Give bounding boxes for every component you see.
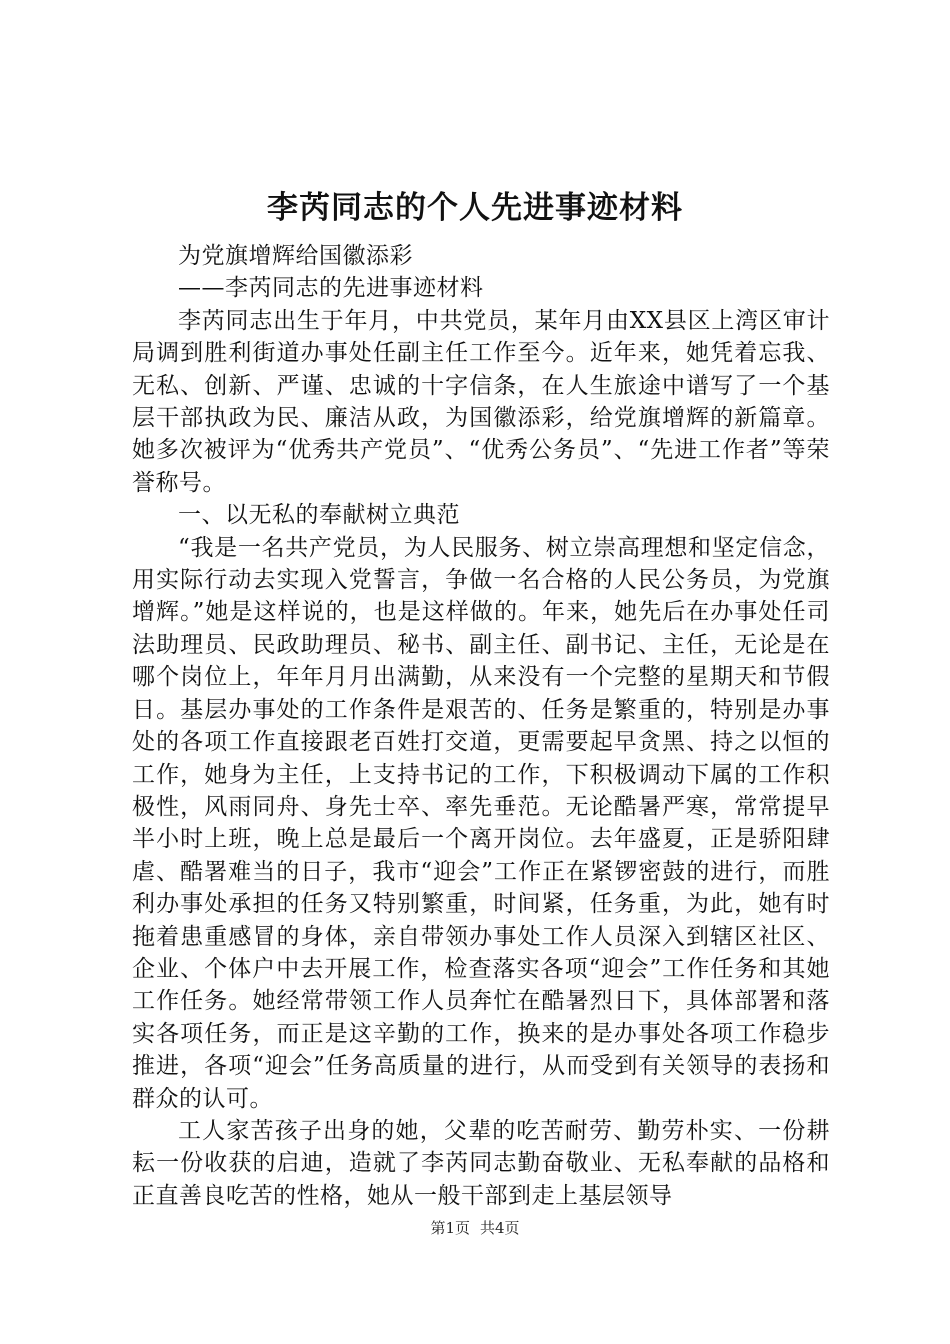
page-total: 共4页 xyxy=(480,1219,520,1237)
page-footer xyxy=(0,1218,950,1238)
document-title: 李芮同志的个人先进事迹材料 xyxy=(267,190,683,226)
subtitle-dash-line: ——李芮同志的先进事迹材料 xyxy=(178,275,484,302)
section-heading: 一、以无私的奉献树立典范 xyxy=(178,502,460,529)
document-body xyxy=(132,240,830,1212)
page-number: 第1页 xyxy=(430,1219,470,1237)
body-paragraph: 工人家苦孩子出身的她，父辈的吃苦耐劳、勤劳朴实、一份耕耘一份收获的启迪，造就了李芮同志勤奋敬业、无私奉献的品格和正直善良吃苦的性格，她从一般干部到走上基层领导 xyxy=(132,1117,830,1209)
body-paragraph: 李芮同志出生于年月，中共党员，某年月由XX县区上湾区审计局调到胜利街道办事处任副主任工作至今。近年来，她凭着忘我、无私、创新、严谨、忠诚的十字信条，在人生旅途中谱写了一个基层干部执政为民、廉洁从政，为国徽添彩，给党旗增辉的新篇章。她多次被评为“优秀共产党员”、“优秀公务员”、“先进工作者”等荣誉称号。 xyxy=(132,307,830,496)
subtitle-line: 为党旗增辉给国徽添彩 xyxy=(178,243,413,269)
body-paragraph: “我是一名共产党员，为人民服务、树立崇高理想和坚定信念，用实际行动去实现入党誓言，争做一名合格的人民公务员，为党旗增辉。”她是这样说的，也是这样做的。年来，她先后在办事处任司法助理员、民政助理员、秘书、副主任、副书记、主任，无论是在哪个岗位上，年年月月出满勤，从来没有一个完整的星期天和节假日。基层办事处的工作条件是艰苦的、任务是繁重的，特别是办事处的各项工作直接跟老百姓打交道，更需要起早贪黑、持之以恒的工作，她身为主任，上支持书记的工作，下积极调动下属的工作积极性，风雨同舟、身先士卒、率先垂范。无论酷暑严寒，常常提早半小时上班，晚上总是最后一个离开岗位。去年盛夏，正是骄阳肆虐、酷署难当的日子，我市“迎会”工作正在紧锣密鼓的进行，而胜利办事处承担的任务又特别繁重，时间紧，任务重，为此，她有时拖着患重感冒的身体，亲自带领办事处工作人员深入到辖区社区、企业、个体户中去开展工作，检查落实各项“迎会”工作任务和其她工作任务。她经常带领工作人员奔忙在酷暑烈日下，具体部署和落实各项任务，而正是这辛勤的工作，换来的是办事处各项工作稳步推进，各项“迎会”任务高质量的进行，从而受到有关领导的表扬和群众的认可。 xyxy=(132,534,830,1112)
